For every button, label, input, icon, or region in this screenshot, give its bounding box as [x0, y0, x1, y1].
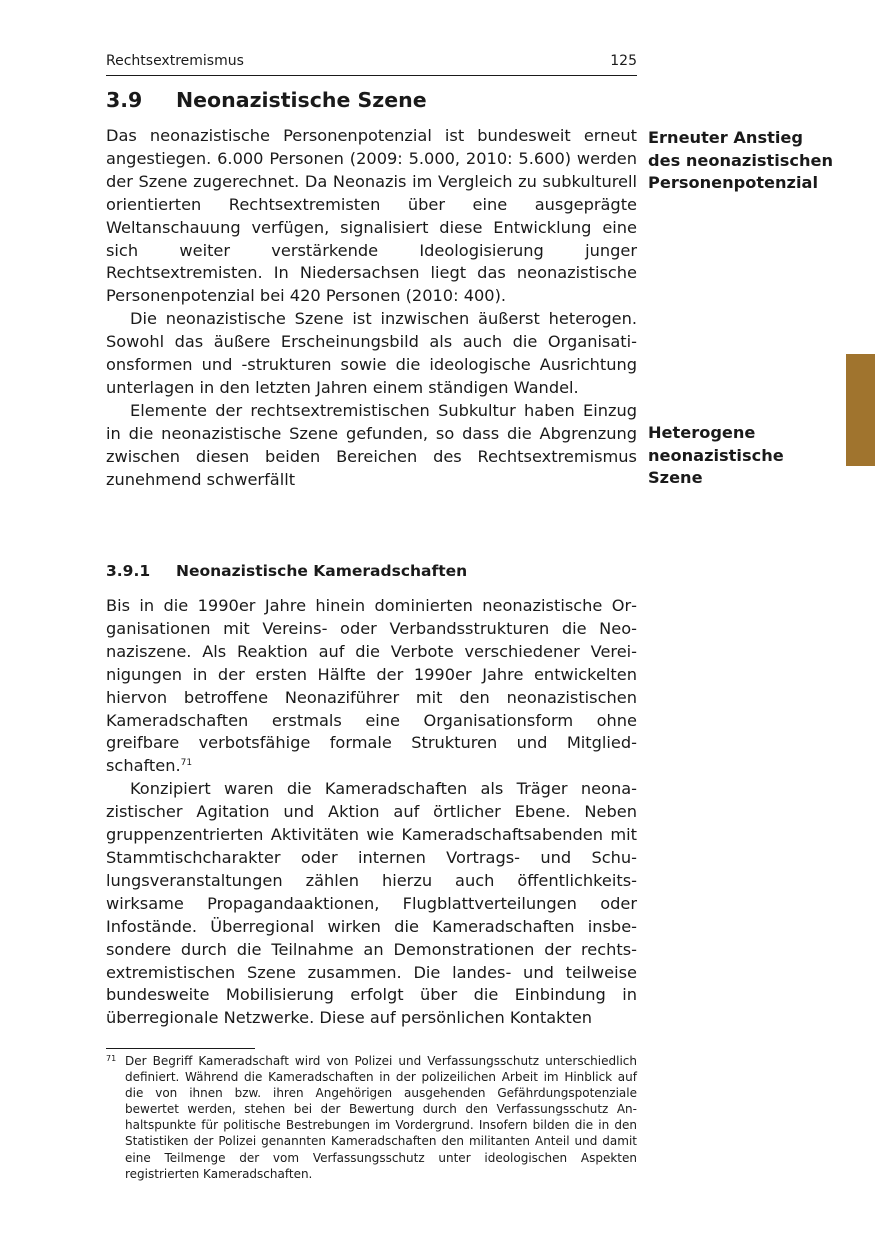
subsection-paragraph-1-text: Bis in die 1990er Jahre hinein dominierten neonazistische Organisationen mit Vereins- oder Verbandsstrukturen die Neonaziszene. Als Reaktion auf die Verbote verschiedener Vereinigungen in der ersten Hälfte der 1990er Jahre entwickelten hiervon betroffene Neonaziführer mit den neonazistischen Kameradschaften erstmals eine Organisationsform ohne greifbare verbotsfähige formale Strukturen und Mitgliedschaften.: [106, 596, 637, 776]
margin-note-heterogene-szene: Heterogene neonazistische Szene: [648, 423, 784, 487]
subsection-title: Neonazistische Kameradschaften: [176, 562, 468, 580]
subsection-paragraph-2: Konzipiert waren die Kameradschaften als Träger neonazistischer Agitation und Aktion auf örtlicher Ebene. Neben gruppenzentrierten Aktivitäten wie Kameradschaftsabenden mit Stammtischcharakter oder internen Vortrags- und Schulungsveranstaltungen zählen hierzu auch öffentlichkeitswirksame Propagandaaktionen, Flugblattverteilungen oder Infostände. Überregional wirken die Kameradschaften insbesondere durch die Teilnahme an Demonstrationen der rechtsextremistischen Szene zusammen. Die landes- und teilweise bundesweite Mobilisierung erfolgt über die Einbindung in überregionale Netzwerke. Diese auf persönlichen Kontakten: [106, 779, 637, 1028]
section-heading: [106, 85, 427, 115]
running-title: Rechtsextremismus: [106, 53, 244, 69]
footnote-reference: 71: [180, 758, 193, 769]
section-paragraph-2: Die neonazistische Szene ist inzwischen äußerst heterogen. Sowohl das äußere Erscheinungsbild als auch die Organisationsformen und -strukturen sowie die ideologische Ausrichtung unterlagen in den letzten Jahren einem ständigen Wandel.: [106, 309, 637, 397]
subsection-paragraph-1: [106, 595, 637, 778]
page-number: 125: [610, 53, 637, 69]
footnote-marker: 71: [106, 1054, 117, 1063]
footnote-text: Der Begriff Kameradschaft wird von Polizei und Verfassungsschutz unterschiedlich definiert. Während die Kameradschaften in der polizeilichen Arbeit im Hinblick auf die von ihnen bzw. ihren Angehörigen ausgehenden Gefährdungspotenziale bewertet werden, stehen bei der Bewertung durch den Verfassungsschutz Anhaltspunkte für politische Bestrebungen im Vordergrund. Insofern bilden die in den Statistiken der Polizei genannten Kameradschaften den militanten Anteil und damit eine Teilmenge der vom Verfassungsschutz unter ideologischen Aspekten registrierten Kameradschaften.: [125, 1054, 637, 1181]
chapter-tab-marker: [846, 354, 875, 466]
section-paragraph-1: Das neonazistische Personenpotenzial ist bundesweit erneut angestiegen. 6.000 Personen (2009: 5.000, 2010: 5.600) werden der Szene zugerechnet. Da Neonazis im Vergleich zu subkulturell orientierten Rechtsextremisten über eine ausgeprägte Weltanschauung verfügen, signalisiert diese Entwicklung eine sich weiter verstärkende Ideologisierung junger Rechtsextremisten. In Niedersachsen liegt das neonazistische Personenpotenzial bei 420 Personen (2010: 400).: [106, 126, 637, 306]
footnote: [106, 1053, 637, 1182]
section-body: [106, 125, 637, 492]
section-number: 3.9: [106, 88, 143, 112]
footnote-rule: [106, 1048, 255, 1049]
subsection-heading: [106, 559, 467, 583]
subsection-body: [106, 595, 637, 1030]
margin-note-anstieg: Erneuter Anstieg des neonazistischen Personenpotenzial: [648, 128, 834, 192]
subsection-number: 3.9.1: [106, 562, 151, 580]
running-header: [106, 51, 637, 76]
section-paragraph-3: Elemente der rechtsextremistischen Subkultur haben Einzug in die neonazistische Szene gefunden, so dass die Abgrenzung zwischen diesen beiden Bereichen des Rechtsextremismus zunehmend schwerfällt: [106, 400, 637, 489]
section-title: Neonazistische Szene: [176, 88, 427, 112]
